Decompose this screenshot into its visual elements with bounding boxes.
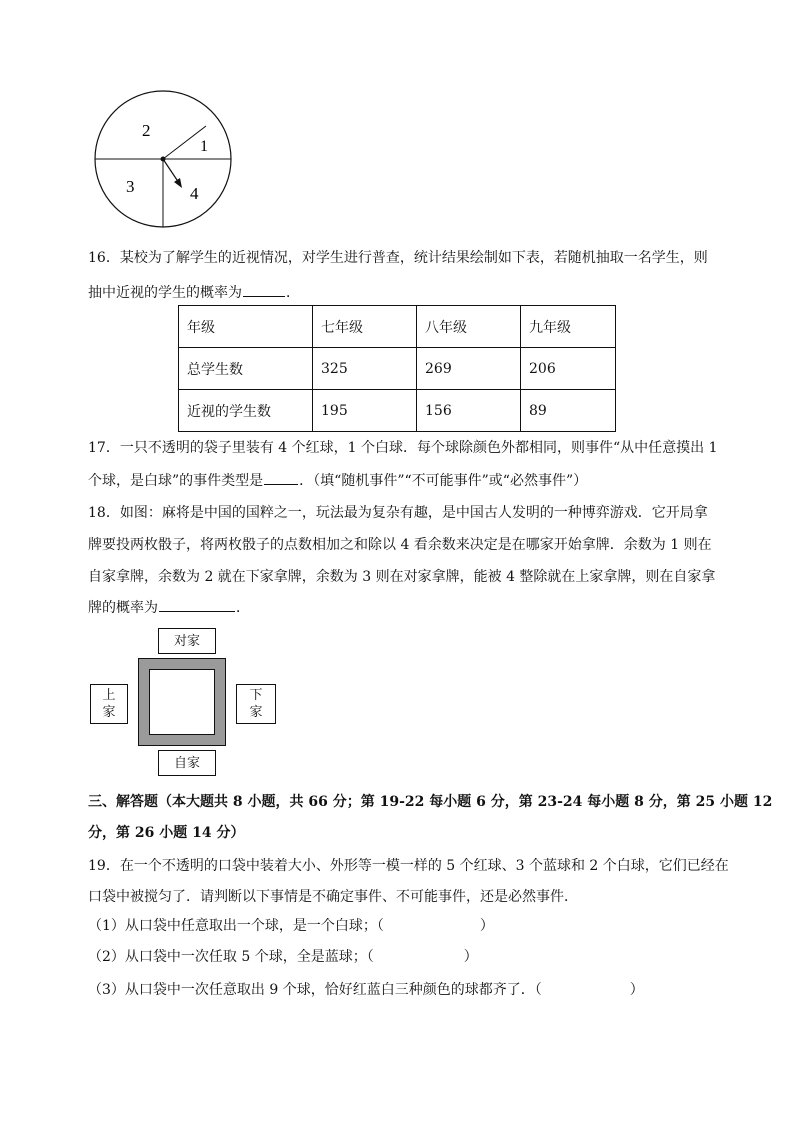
student-stats-table <box>178 305 616 432</box>
table-row <box>179 390 616 432</box>
table-row <box>179 306 616 348</box>
mahjong-table-diagram <box>90 628 280 778</box>
table-cell: 89 <box>521 390 616 432</box>
q17-line-2 <box>88 470 587 491</box>
q17-line-1: 17．一只不透明的袋子里装有 4 个红球，1 个白球．每个球除颜色外都相同，则事件“从中任意摸出 1 <box>88 440 718 456</box>
table-cell: 206 <box>521 348 616 390</box>
q18-line-4-text: 牌的概率为 <box>88 600 158 616</box>
q19-item-2 <box>88 947 478 967</box>
spinner-label-4: 4 <box>190 184 199 203</box>
spinner-label-1: 1 <box>200 138 208 155</box>
mahjong-table-square <box>138 658 226 746</box>
q19-line-1: 19．在一个不透明的口袋中装着大小、外形等一模一样的 5 个红球、3 个蓝球和 2 个白球，它们已经在 <box>88 858 729 874</box>
spinner-figure <box>90 90 240 240</box>
q18-line-2: 牌要投两枚骰子，将两枚骰子的点数相加之和除以 4 看余数来决定是在哪家开始拿牌．余数为 1 则在 <box>88 537 712 553</box>
table-header-cell: 年级 <box>179 306 313 348</box>
q16-answer-blank <box>243 282 285 297</box>
q16-line-2-end: ． <box>286 285 300 301</box>
table-cell: 156 <box>417 390 521 432</box>
seat-right <box>236 684 276 724</box>
table-cell: 195 <box>313 390 417 432</box>
q19-item-3 <box>88 980 644 1000</box>
section-3-heading-line-1: 三、解答题（本大题共 8 小题，共 66 分；第 19-22 每小题 6 分，第 23-24 每小题 8 分，第 25 小题 12 <box>88 794 773 810</box>
q18-line-4 <box>88 597 250 618</box>
q19-item-1-close: ） <box>479 918 494 934</box>
table-cell: 近视的学生数 <box>179 390 313 432</box>
q19-item-3-text: （3）从口袋中一次任意取出 9 个球，恰好红蓝白三种颜色的球都齐了．（ <box>88 982 542 998</box>
table-cell: 总学生数 <box>179 348 313 390</box>
q18-answer-blank <box>159 597 235 612</box>
table-row <box>179 348 616 390</box>
table-header-cell: 七年级 <box>313 306 417 348</box>
q16-line-2 <box>88 282 300 303</box>
table-header-cell: 九年级 <box>521 306 616 348</box>
seat-right-char-1: 下 <box>249 688 263 703</box>
q19-item-2-close: ） <box>463 949 478 965</box>
q16-line-1: 16．某校为了解学生的近视情况，对学生进行普查，统计结果绘制如下表，若随机抽取一名学生，则 <box>88 250 708 266</box>
spinner-label-3: 3 <box>126 177 135 196</box>
q17-line-2-start: 个球，是白球”的事件类型是 <box>88 473 264 489</box>
q17-answer-blank <box>264 470 298 485</box>
seat-left <box>90 684 128 724</box>
q19-item-3-close: ） <box>629 982 644 998</box>
seat-left-char-1: 上 <box>102 688 116 703</box>
q19-item-1-text: （1）从口袋中任意取出一个球，是一个白球；（ <box>88 918 384 934</box>
table-cell: 269 <box>417 348 521 390</box>
q17-line-2-end: ．（填“随机事件”“不可能事件”或“必然事件”） <box>299 473 588 489</box>
seat-right-char-2: 家 <box>249 705 263 720</box>
q19-item-1 <box>88 916 494 936</box>
spinner-label-2: 2 <box>142 121 151 140</box>
q18-line-3: 自家拿牌，余数为 2 就在下家拿牌，余数为 3 则在对家拿牌，能被 4 整除就在上家拿牌，则在自家拿 <box>88 569 716 585</box>
table-header-cell: 八年级 <box>417 306 521 348</box>
q16-line-2-text: 抽中近视的学生的概率为 <box>88 285 242 301</box>
table-cell: 325 <box>313 348 417 390</box>
mahjong-table-inner <box>149 669 215 735</box>
seat-top: 对家 <box>158 628 216 654</box>
seat-left-char-2: 家 <box>102 705 116 720</box>
seat-bottom: 自家 <box>158 750 216 776</box>
q19-line-2: 口袋中被搅匀了．请判断以下事情是不确定事件、不可能事件，还是必然事件． <box>88 889 578 905</box>
q18-line-1: 18．如图：麻将是中国的国粹之一，玩法最为复杂有趣，是中国古人发明的一种博弈游戏．它开局拿 <box>88 505 708 521</box>
section-3-heading-line-2: 分，第 26 小题 14 分） <box>88 825 245 841</box>
q18-line-4-end: ． <box>236 600 250 616</box>
q19-item-2-text: （2）从口袋中一次任取 5 个球，全是蓝球；（ <box>88 949 374 965</box>
